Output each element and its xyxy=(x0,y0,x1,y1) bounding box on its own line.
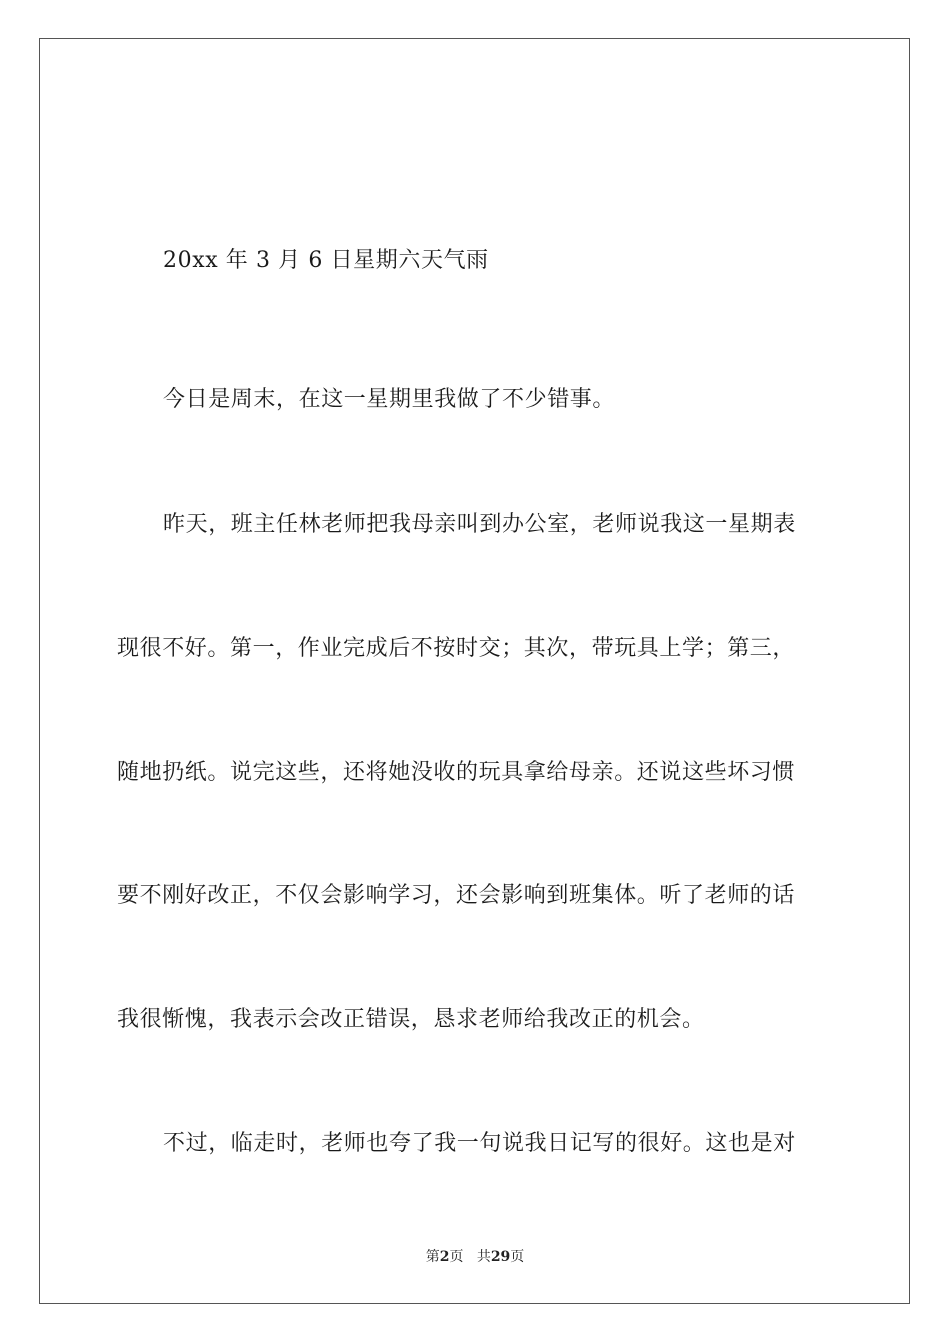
paragraph-line: 随地扔纸。说完这些，还将她没收的玩具拿给母亲。还说这些坏习惯 xyxy=(117,760,796,785)
paragraph-line: 今日是周末，在这一星期里我做了不少错事。 xyxy=(163,387,616,412)
diary-date-line: 20xx 年 3 月 6 日星期六天气雨 xyxy=(163,248,489,273)
footer-prefix: 第 xyxy=(425,1249,440,1265)
total-page-count: 29 xyxy=(490,1249,511,1265)
current-page-number: 2 xyxy=(439,1249,450,1265)
footer-total-suffix: 页 xyxy=(510,1249,525,1265)
page-footer xyxy=(0,1247,950,1267)
footer-total-prefix: 共 xyxy=(476,1249,491,1265)
footer-page-suffix: 页 xyxy=(449,1249,464,1265)
paragraph-line: 现很不好。第一，作业完成后不按时交；其次，带玩具上学；第三， xyxy=(117,636,796,661)
paragraph-line: 要不刚好改正，不仅会影响学习，还会影响到班集体。听了老师的话 xyxy=(117,883,796,908)
page-border xyxy=(39,38,910,1304)
paragraph-line: 不过，临走时，老师也夸了我一句说我日记写的很好。这也是对 xyxy=(163,1131,796,1156)
paragraph-line: 我很惭愧，我表示会改正错误，恳求老师给我改正的机会。 xyxy=(117,1007,705,1032)
paragraph-line: 昨天，班主任林老师把我母亲叫到办公室，老师说我这一星期表 xyxy=(163,512,796,537)
